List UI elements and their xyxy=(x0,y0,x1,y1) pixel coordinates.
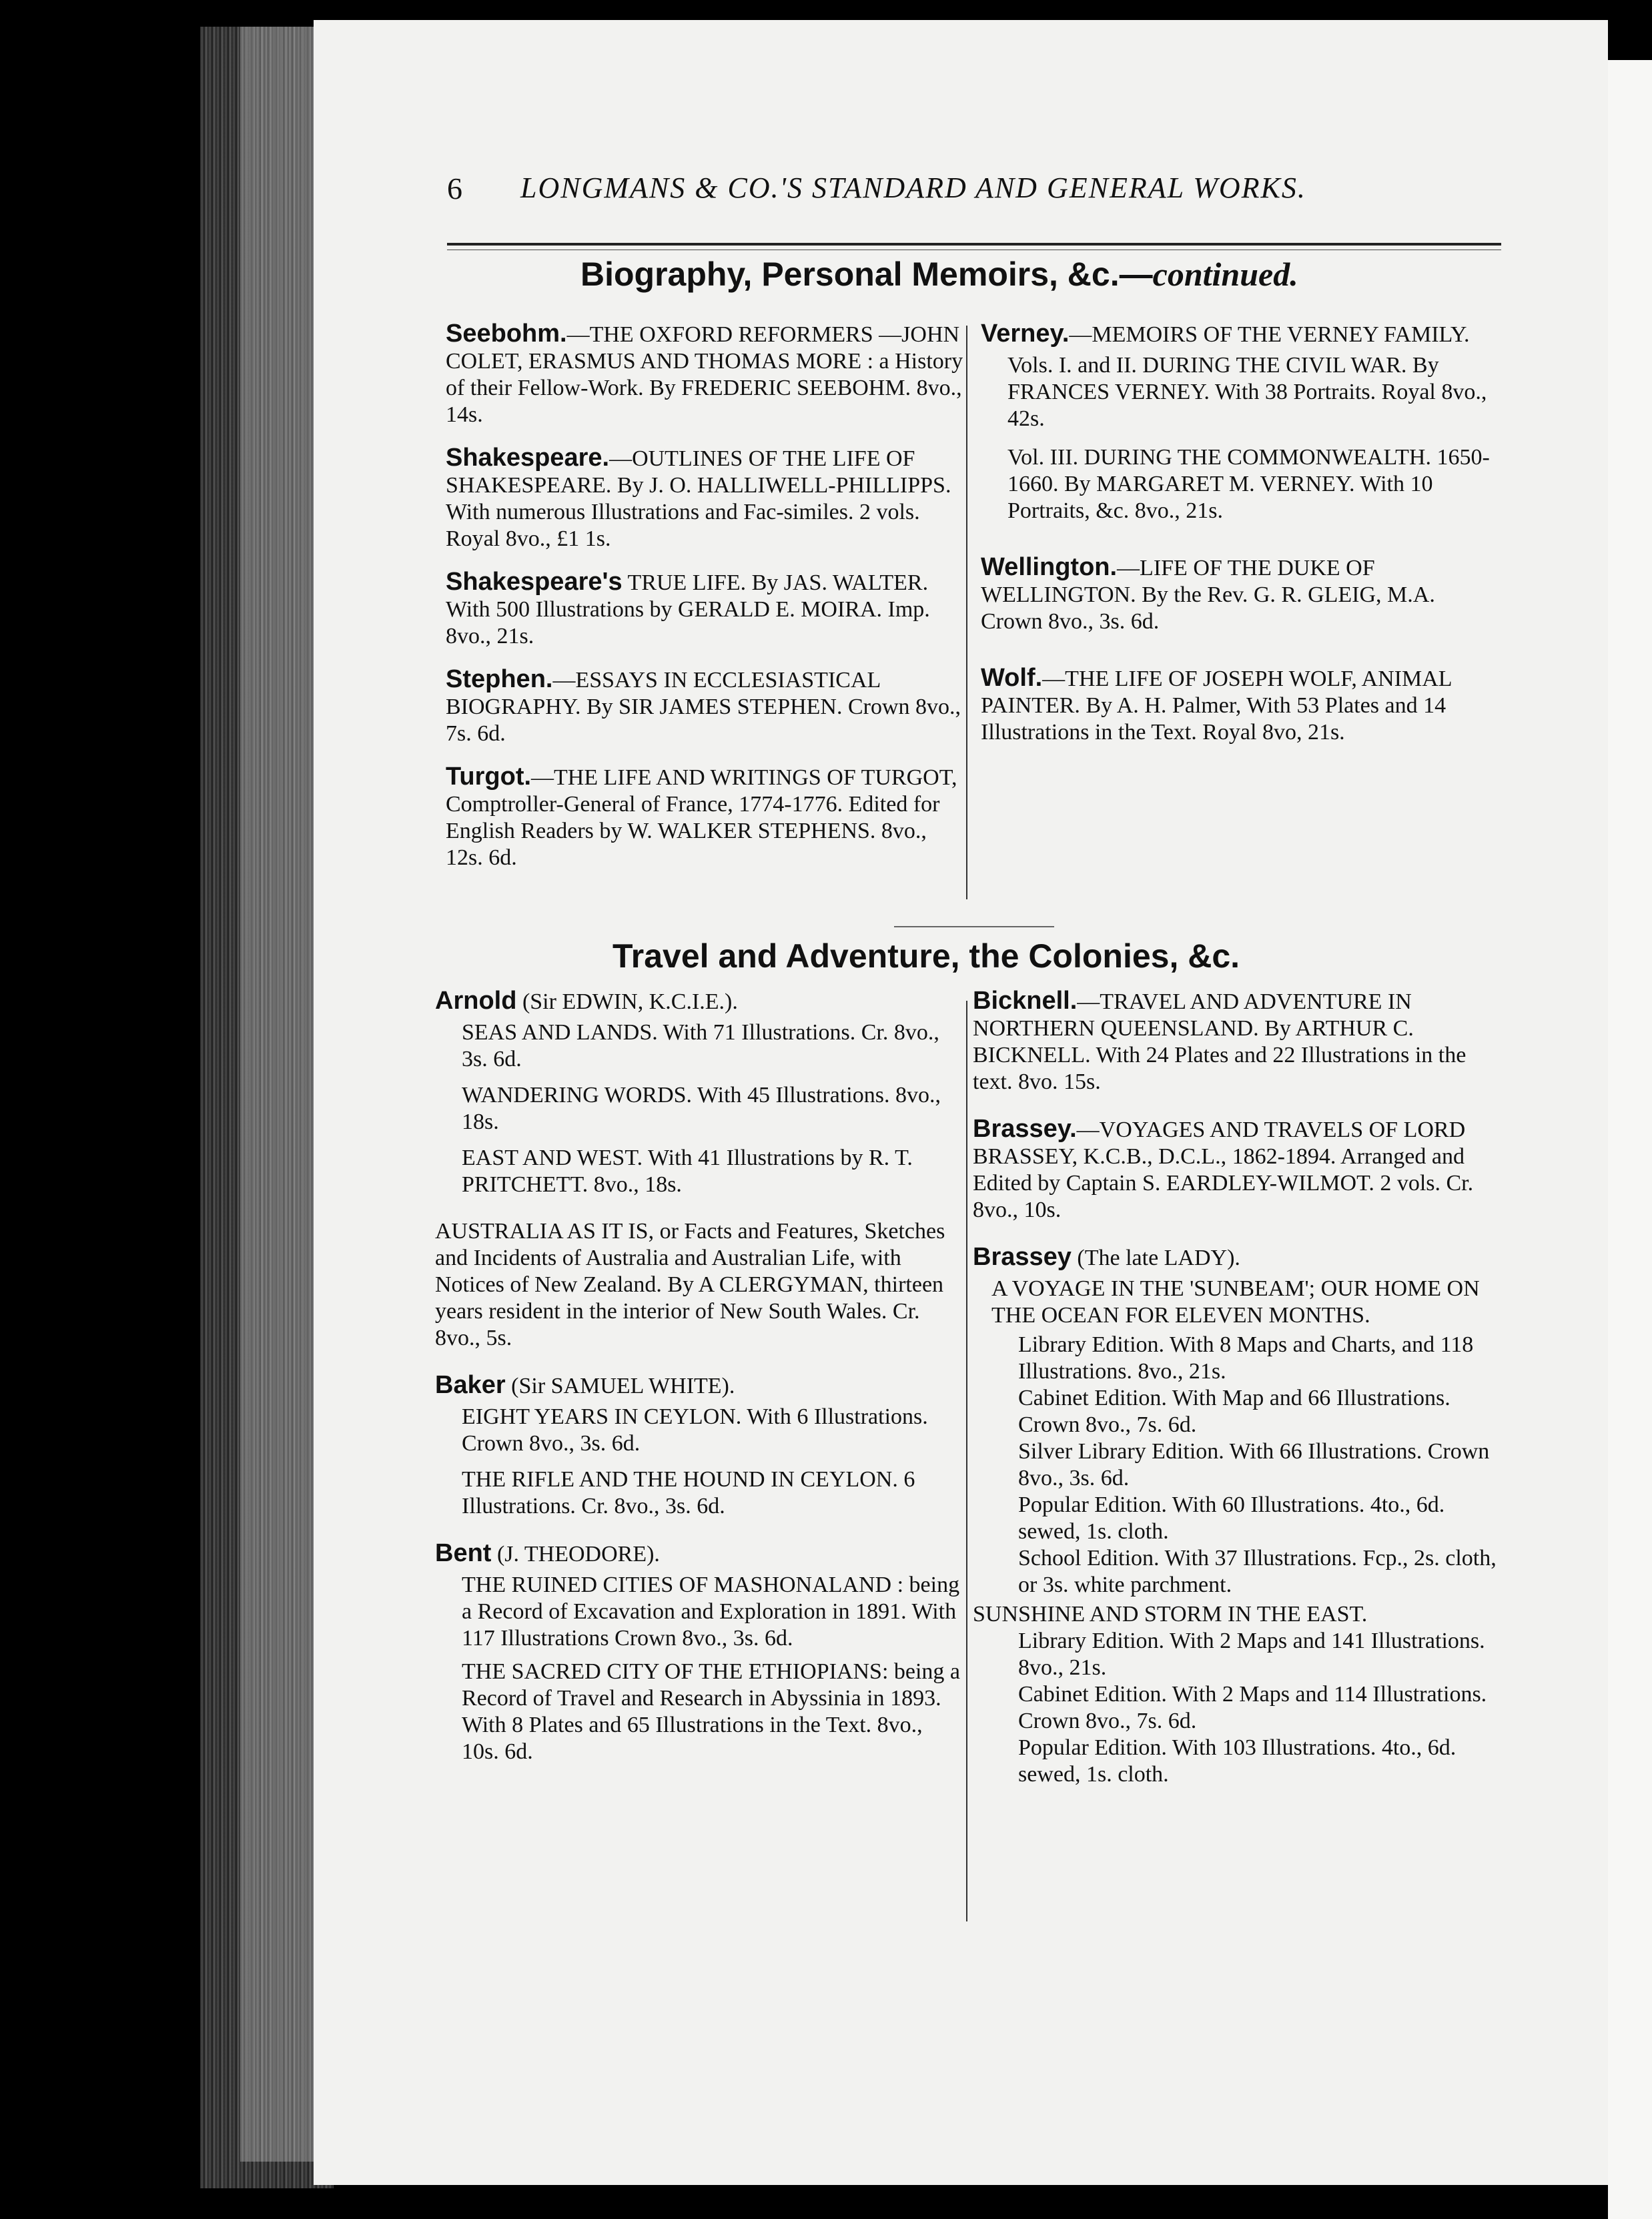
entry-subitem: Library Edition. With 2 Maps and 141 Illustrations. 8vo., 21s. xyxy=(1018,1629,1485,1680)
entry-stephen xyxy=(446,666,963,747)
entry-text: —LIFE OF THE DUKE OF WELLINGTON. By the Rev. G. R. GLEIG, M.A. Crown 8vo., 3s. 6d. xyxy=(981,556,1435,634)
column-divider-travel xyxy=(966,1001,967,1921)
entry-subitems xyxy=(435,1019,962,1198)
section-title-travel xyxy=(612,937,1240,975)
entry-subitem: EAST AND WEST. With 41 Illustrations by R. T. PRITCHETT. 8vo., 18s. xyxy=(462,1146,913,1197)
running-header xyxy=(447,165,1434,219)
entry-subitem: SUNSHINE AND STORM IN THE EAST. xyxy=(973,1602,1368,1627)
header-rule xyxy=(447,243,1501,246)
entry-text: —MEMOIRS OF THE VERNEY FAMILY. xyxy=(1069,322,1470,347)
entry-baker xyxy=(435,1372,962,1520)
entry-subitem: THE SACRED CITY OF THE ETHIOPIANS: being a Record of Travel and Research in Abyssinia in 1893. With 8 Plates and 65 Illustrations in the Text. 8vo., 10s. 6d. xyxy=(462,1659,961,1764)
entry-text: (The late LADY). xyxy=(1071,1246,1240,1270)
entry-subitems xyxy=(435,1572,962,1765)
entry-shakespeares-true-life xyxy=(446,568,963,650)
entry-subitem: Library Edition. With 8 Maps and Charts, and 118 Illustrations. 8vo., 21s. xyxy=(1018,1332,1474,1384)
biography-left-column xyxy=(446,320,963,887)
page-number: 6 xyxy=(447,171,464,205)
entry-text: (Sir SAMUEL WHITE). xyxy=(505,1374,735,1398)
entry-head: Baker xyxy=(435,1371,506,1399)
section-title-text: Travel and Adventure, the Colonies, &c. xyxy=(612,937,1240,975)
entry-wellington xyxy=(981,554,1499,635)
entry-subitem: Popular Edition. With 103 Illustrations. 4to., 6d. sewed, 1s. cloth. xyxy=(1018,1735,1457,1787)
entry-text: —TRAVEL AND ADVENTURE IN NORTHERN QUEENSLAND. By ARTHUR C. BICKNELL. With 24 Plates and 22 Illustrations in the text. 8vo. 15s. xyxy=(973,989,1467,1094)
entry-seebohm xyxy=(446,320,963,428)
entry-subitem: EIGHT YEARS IN CEYLON. With 6 Illustrations. Crown 8vo., 3s. 6d. xyxy=(462,1404,928,1456)
entry-head: Shakespeare's xyxy=(446,568,623,596)
entry-subitems xyxy=(981,352,1499,524)
entry-australia xyxy=(435,1218,962,1352)
entry-subitem: WANDERING WORDS. With 45 Illustrations. 8vo., 18s. xyxy=(462,1083,941,1134)
entry-subitem: Popular Edition. With 60 Illustrations. 4to., 6d. sewed, 1s. cloth. xyxy=(1018,1492,1445,1544)
entry-subitem: Cabinet Edition. With Map and 66 Illustrations. Crown 8vo., 7s. 6d. xyxy=(1018,1386,1451,1437)
entry-text: —VOYAGES AND TRAVELS OF LORD BRASSEY, K.C.B., D.C.L., 1862-1894. Arranged and Edited by Captain S. EARDLEY-WILMOT. 2 vols. Cr. 8vo., 10s. xyxy=(973,1118,1474,1222)
entry-subitems xyxy=(435,1404,962,1520)
section-title-suffix: continued. xyxy=(1152,256,1298,293)
entry-head: Wellington. xyxy=(981,553,1118,581)
section-title-biography xyxy=(580,255,1298,294)
entry-head: Verney. xyxy=(981,320,1070,348)
entry-brassey-lord xyxy=(973,1116,1500,1224)
entry-head: Turgot. xyxy=(446,763,532,791)
travel-right-column xyxy=(973,987,1500,1804)
entry-brassey-lady xyxy=(973,1244,1500,1788)
entry-subitem: SEAS AND LANDS. With 71 Illustrations. Cr. 8vo., 3s. 6d. xyxy=(462,1020,939,1071)
section-separator xyxy=(894,926,1054,927)
book-page-edges-highlight xyxy=(240,27,320,2162)
section-title-text: Biography, Personal Memoirs, &c.— xyxy=(580,256,1153,293)
entry-arnold xyxy=(435,987,962,1198)
entry-head: Brassey xyxy=(973,1243,1072,1271)
entry-head: Arnold xyxy=(435,987,517,1015)
entry-text: —ESSAYS IN ECCLESIASTICAL BIOGRAPHY. By SIR JAMES STEPHEN. Crown 8vo., 7s. 6d. xyxy=(446,668,961,746)
entry-text: (Sir EDWIN, K.C.I.E.). xyxy=(516,989,738,1014)
entry-shakespeare xyxy=(446,444,963,552)
running-title: LONGMANS & CO.'S STANDARD AND GENERAL WORKS. xyxy=(520,171,1306,204)
biography-right-column xyxy=(981,320,1499,762)
entry-text: —OUTLINES OF THE LIFE OF SHAKESPEARE. By J. O. HALLIWELL-PHILLIPPS. With numerous Illustrations and Fac-similes. 2 vols. Royal 8vo., £1 1s. xyxy=(446,446,951,551)
entry-subitem: A VOYAGE IN THE 'SUNBEAM'; OUR HOME ON THE OCEAN FOR ELEVEN MONTHS. xyxy=(991,1276,1480,1328)
entry-bent xyxy=(435,1540,962,1765)
entry-subitem: School Edition. With 37 Illustrations. Fcp., 2s. cloth, or 3s. white parchment. xyxy=(1018,1546,1497,1597)
entry-head: Stephen. xyxy=(446,665,553,693)
entry-text: TRUE LIFE. By JAS. WALTER. With 500 Illustrations by GERALD E. MOIRA. Imp. 8vo., 21s. xyxy=(446,570,930,648)
entry-text: —THE OXFORD REFORMERS —JOHN COLET, ERASMUS AND THOMAS MORE : a History of their Fellow-Work. By FREDERIC SEEBOHM. 8vo., 14s. xyxy=(446,322,963,427)
entry-bicknell xyxy=(973,987,1500,1095)
entry-head: Bent xyxy=(435,1539,492,1567)
entry-head: Bicknell. xyxy=(973,987,1078,1015)
entry-subitem: Cabinet Edition. With 2 Maps and 114 Illustrations. Crown 8vo., 7s. 6d. xyxy=(1018,1682,1487,1733)
next-page-strip xyxy=(1608,60,1652,2219)
entry-head: Seebohm. xyxy=(446,320,567,348)
entry-subitem: Vols. I. and II. DURING THE CIVIL WAR. By FRANCES VERNEY. With 38 Portraits. Royal 8vo., 42s. xyxy=(1007,353,1487,431)
entry-subitem: Silver Library Edition. With 66 Illustrations. Crown 8vo., 3s. 6d. xyxy=(1018,1439,1490,1490)
entry-text: (J. THEODORE). xyxy=(491,1542,660,1567)
entry-wolf xyxy=(981,664,1499,746)
entry-text: —THE LIFE AND WRITINGS OF TURGOT, Comptroller-General of France, 1774-1776. Edited for English Readers by W. WALKER STEPHENS. 8vo., 12s. 6d. xyxy=(446,765,957,870)
entry-head: Wolf. xyxy=(981,664,1043,692)
entry-turgot xyxy=(446,763,963,871)
entry-subitems xyxy=(973,1276,1500,1788)
entry-subitem: Vol. III. DURING THE COMMONWEALTH. 1650-1660. By MARGARET M. VERNEY. With 10 Portraits, &c. 8vo., 21s. xyxy=(1007,445,1490,523)
entry-text: —THE LIFE OF JOSEPH WOLF, ANIMAL PAINTER. By A. H. Palmer, With 53 Plates and 14 Illustrations in the Text. Royal 8vo, 21s. xyxy=(981,667,1452,745)
entry-head: Brassey. xyxy=(973,1115,1077,1143)
column-divider-biography xyxy=(966,326,967,899)
entry-subitem: THE RIFLE AND THE HOUND IN CEYLON. 6 Illustrations. Cr. 8vo., 3s. 6d. xyxy=(462,1467,915,1518)
entry-subitem: THE RUINED CITIES OF MASHONALAND : being a Record of Excavation and Exploration in 1891. With 117 Illustrations Crown 8vo., 3s. 6d. xyxy=(462,1573,960,1651)
entry-text: AUSTRALIA AS IT IS, or Facts and Features, Sketches and Incidents of Australia and Australian Life, with Notices of New Zealand. By A CLERGYMAN, thirteen years resident in the interior of New South Wales. Cr. 8vo., 5s. xyxy=(435,1219,945,1350)
entry-verney xyxy=(981,320,1499,524)
entry-head: Shakespeare. xyxy=(446,444,610,472)
travel-left-column xyxy=(435,987,962,1781)
